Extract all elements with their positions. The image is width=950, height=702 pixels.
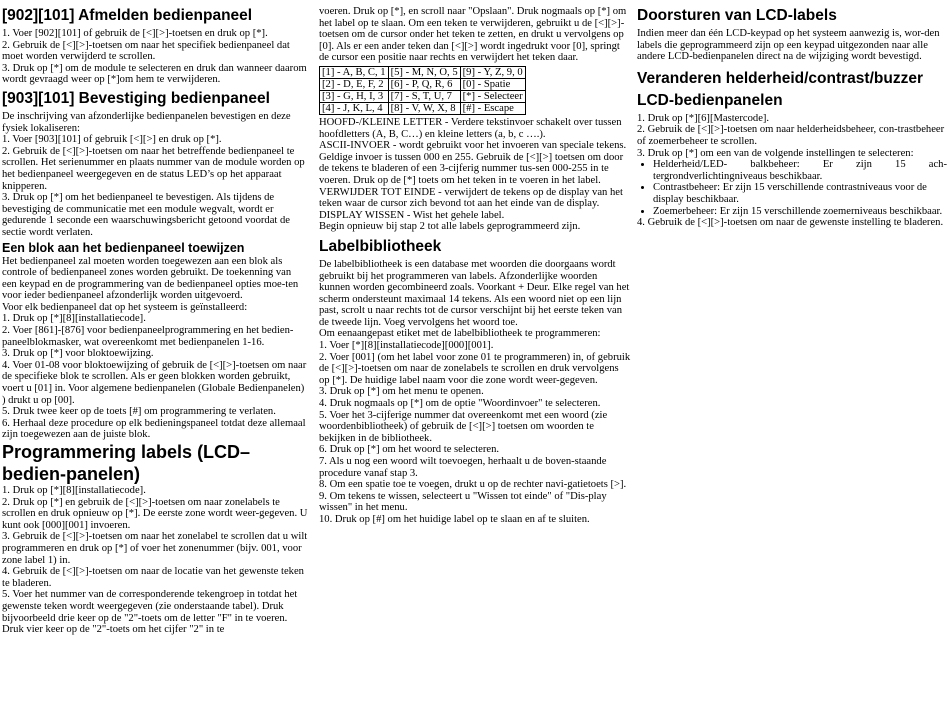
table-cell: [4] - J, K, L, 4 (320, 102, 389, 114)
list-item: • Contrastbeheer: Er zijn 15 verschillende contrastniveaus voor de display beschikbaar. (653, 182, 947, 205)
paragraph: De labelbibliotheek is een database met woorden die doorgaans wordt gebruikt bij het programmeren van labels. Afzonderlijke woorden kunnen worden gecombineerd zoals. Voorkant + Deur. Elke regel van het scherm ondersteunt maximaal 14 tekens. Als een woord niet op een lijn past, scrolt u naar rechts tot de cursor verschijnt bij het eerste teken van de tweede lijn. Voeg vervolgens het woord toe. (319, 258, 630, 328)
paragraph: 4. Voer 01-08 voor bloktoewijzing of gebruik de [<][>]-toetsen om naar de specifieke blok te scrollen. Als er geen blokken worden gebruikt, voert u [01] in. Voor algemene bedienpanelen (Globale Bedienpanelen) ) drukt u op [00]. (2, 359, 307, 406)
paragraph: 3. Druk op [*] om de module te selecteren en druk dan wanneer daarom wordt gevraagd weer op [*]om hem te verwijderen. (2, 62, 307, 86)
paragraph: 4. Druk nogmaals op [*] om de optie "Woordinvoer" te selecteren. (319, 398, 601, 410)
table-cell: [6] - P, Q, R, 6 (388, 78, 460, 90)
table-cell: [1] - A, B, C, 1 (320, 66, 389, 78)
column-middle (319, 6, 631, 698)
paragraph: 6. Druk op [*] om het woord te selecteren. (319, 444, 500, 456)
heading-programmering-labels: Programmering labels (LCD–bedien-panelen) (2, 442, 251, 484)
paragraph: 2. Gebruik de [<][>]-toetsen om naar helderheidsbeheer, con-trastbeheer of zoemerbeheer te scrollen. (637, 124, 945, 147)
table-cell: [*] - Selecteer (460, 90, 525, 102)
paragraph: 1. Druk op [*][8][installatiecode]. (2, 313, 146, 325)
table-cell: [#] - Escape (460, 102, 525, 114)
table-cell: [3] - G, H, I, 3 (320, 90, 389, 102)
table-cell: [2] - D, E, F, 2 (320, 78, 389, 90)
paragraph: 5. Voer het 3-cijferige nummer dat overeenkomt met een woord (zie woordenbibliotheek) of gebruik de [<][>] toetsen om woorden te bekijken in de bibliotheek. (319, 409, 608, 444)
paragraph: Het bedienpaneel zal moeten worden toegewezen aan een blok als controle of bedienpaneel zones worden gebruikt. De toekenning van een keypad en de programmering van de bedienpaneel opties moe-ten voor ieder bedienpaneel afzonderlijk worden uitgevoerd. (2, 255, 299, 302)
list-item: • Zoemerbeheer: Er zijn 15 verschillende zoemerniveaus beschikbaar. (653, 206, 947, 218)
heading-blok-toewijzen: Een blok aan het bedienpaneel toewijzen (2, 240, 245, 255)
paragraph: 1. Druk op [*][8][installatiecode]. (2, 485, 146, 496)
heading-afmelden-bedienpaneel: [902][101] Afmelden bedienpaneel (2, 7, 253, 24)
paragraph: 4. Gebruik de [<][>]-toetsen om naar de locatie van het gewenste teken te bladeren. (2, 566, 304, 589)
paragraph: 2. Druk op [*] en gebruik de [<][>]-toetsen om naar zonelabels te scrollen en druk opnieuw op [*]. De eerste zone wordt weer-gegeven. U kunt ook [000][001] invoeren. (2, 496, 308, 531)
heading-lcd-bedienpanelen: LCD-bedienpanelen (637, 91, 783, 109)
paragraph: Begin opnieuw bij stap 2 tot alle labels geprogrammeerd zijn. (319, 221, 581, 233)
paragraph: 2. Gebruik de [<][>]-toetsen om naar het specifiek bedienpaneel dat moet worden verwijderd te scrollen. (2, 39, 290, 63)
heading-veranderen-helderheid: Veranderen helderheid/contrast/buzzer (637, 69, 923, 87)
table-cell: [0] - Spatie (460, 78, 525, 90)
table-row (320, 90, 526, 102)
paragraph: DISPLAY WISSEN - Wist het gehele label. (319, 209, 505, 221)
paragraph: 1. Voer [902][101] of gebruik de [<][>]-toetsen en druk op [*]. (2, 28, 268, 39)
list-item: • Helderheid/LED- balkbeheer: Er zijn 15 ach-tergrondverlichtingniveaus beschikbaar. (653, 159, 947, 182)
paragraph: 8. Om een spatie toe te voegen, drukt u op de rechter navi-gatietoets [>]. (319, 479, 627, 491)
table-row (320, 102, 526, 114)
heading-labelbibliotheek: Labelbibliotheek (319, 237, 442, 255)
table-row (320, 66, 526, 78)
bullet-list (637, 159, 947, 217)
paragraph: 10. Druk op [#] om het huidige label op te slaan en af te sluiten. (319, 513, 590, 525)
key-character-table (319, 66, 526, 115)
column-left (2, 6, 308, 698)
table-cell: [7] - S, T, U, 7 (388, 90, 460, 102)
paragraph: 2. Voer [861]-[876] voor bedienpaneelprogrammering en het bedien-paneelblokmasker, wat overeenkomt met bedienpanelen 1-16. (2, 325, 294, 348)
paragraph: 2. Voer [001] (om het label voor zone 01 te programmeren) in, of gebruik de [<][>]-toetsen om naar de zonelabels te scrollen en druk vervolgens op [*]. De huidige label naam voor die zone wordt weer-gegeven. (319, 351, 631, 386)
table-cell: [8] - V, W, X, 8 (388, 102, 460, 114)
paragraph: ASCII-INVOER - wordt gebruikt voor het invoeren van speciale tekens. Geldige invoer is tussen 000 en 255. Gebruik de [<][>] toetsen om door de tekens te bladeren of een 3-cijferig nummer tus-sen 000-255 in te voeren. Druk op de [*] toets om het teken in te voeren in het label. (319, 140, 627, 186)
paragraph: VERWIJDER TOT EINDE - verwijdert de tekens op de display van het teken waar de cursor zich bevond tot aan het einde van de display. (319, 186, 623, 210)
paragraph: 5. Druk twee keer op de toets [#] om programmering te verlaten. (2, 406, 276, 418)
paragraph: 9. Om tekens te wissen, selecteert u "Wissen tot einde" of "Dis-play wissen" in het menu. (319, 490, 607, 514)
paragraph: 3. Gebruik de [<][>]-toetsen om naar het zonelabel te scrollen dat u wilt programmeren en druk op [*] of voer het zonenummer (bijv. 001, voor zone label 1) in. (2, 531, 308, 566)
paragraph: De inschrijving van afzonderlijke bedienpanelen bevestigen en deze fysiek lokaliseren: (2, 110, 291, 134)
column-right (637, 6, 947, 698)
paragraph: 5. Voer het nummer van de corresponderende tekengroep in totdat het gewenste teken wordt weergegeven (zie onderstaande tabel). Druk bijvoorbeeld drie keer op de "2"-toets om de letter "F" in te voeren. Druk vier keer op de "2"-toets om het cijfer "2" in te (2, 589, 298, 636)
paragraph: 3. Druk op [*] voor bloktoewijzing. (2, 348, 154, 360)
paragraph: 3. Druk op [*] om het bedienpaneel te bevestigen. Als tijdens de bevestiging de communicatie met een module wegvalt, wordt er gedurende 1 seconde een waarschuwingsbericht getoond voordat de sectie wordt verlaten. (2, 192, 290, 238)
paragraph: 2. Gebruik de [<][>]-toetsen om naar het betreffende bedienpaneel te scrollen. Het serienummer en plaats nummer van de module worden op het bedienpaneel weergegeven en de status LED’s op het apparaat knipperen. (2, 145, 305, 192)
paragraph: HOOFD-/KLEINE LETTER - Verdere tekstinvoer schakelt over tussen hoofdletters (A, B, C…) en kleine letters (a, b, c ….). (319, 116, 622, 140)
heading-doorsturen-lcd-labels: Doorsturen van LCD-labels (637, 7, 837, 24)
paragraph: voeren. Druk op [*], en scroll naar "Opslaan". Druk nogmaals op [*] om het label op te slaan. Om een teken te verwijderen, gebruikt u de [<][>]-toetsen om de cursor onder het teken te zetten, en drukt u vervolgens op [0]. Als er een ander teken dan [<][>] wordt ingedrukt voor [0], springt de cursor een positie naar rechts en verwijdert het teken daar. (319, 6, 627, 64)
paragraph: 1. Druk op [*][6][Mastercode]. (637, 112, 770, 124)
paragraph: 7. Als u nog een woord wilt toevoegen, herhaalt u de boven-staande procedure vanaf stap 3. (319, 456, 607, 479)
paragraph: 3. Druk op [*] om een van de volgende instellingen te selecteren: (637, 147, 914, 159)
table-cell: [5] - M, N, O, 5 (388, 66, 460, 78)
heading-bevestiging-bedienpaneel: [903][101] Bevestiging bedienpaneel (2, 89, 270, 107)
paragraph: 1. Voer [*][8][installatiecode][000][001]. (319, 340, 494, 352)
paragraph: 4. Gebruik de [<][>]-toetsen om naar de gewenste instelling te bladeren. (637, 217, 944, 229)
table-row (320, 78, 526, 90)
table-cell: [9] - Y, Z, 9, 0 (460, 66, 525, 78)
paragraph: Voor elk bedienpaneel dat op het systeem is geïnstalleerd: (2, 301, 248, 313)
paragraph: 6. Herhaal deze procedure op elk bedieningspaneel totdat deze allemaal zijn toegewezen aan de juiste blok. (2, 417, 306, 441)
paragraph: Indien meer dan één LCD-keypad op het systeem aanwezig is, wor-den labels die geprogrammeerd zijn op een keypad uitgezonden naar alle andere LCD-bedienpanelen direct na de wijziging wordt bevestigd. (637, 28, 940, 63)
paragraph: 1. Voer [903][101] of gebruik [<][>] en druk op [*]. (2, 134, 222, 146)
paragraph: Om eenaangepast etiket met de labelbibliotheek te programmeren: (319, 328, 601, 340)
paragraph: 3. Druk op [*] om het menu te openen. (319, 386, 484, 398)
